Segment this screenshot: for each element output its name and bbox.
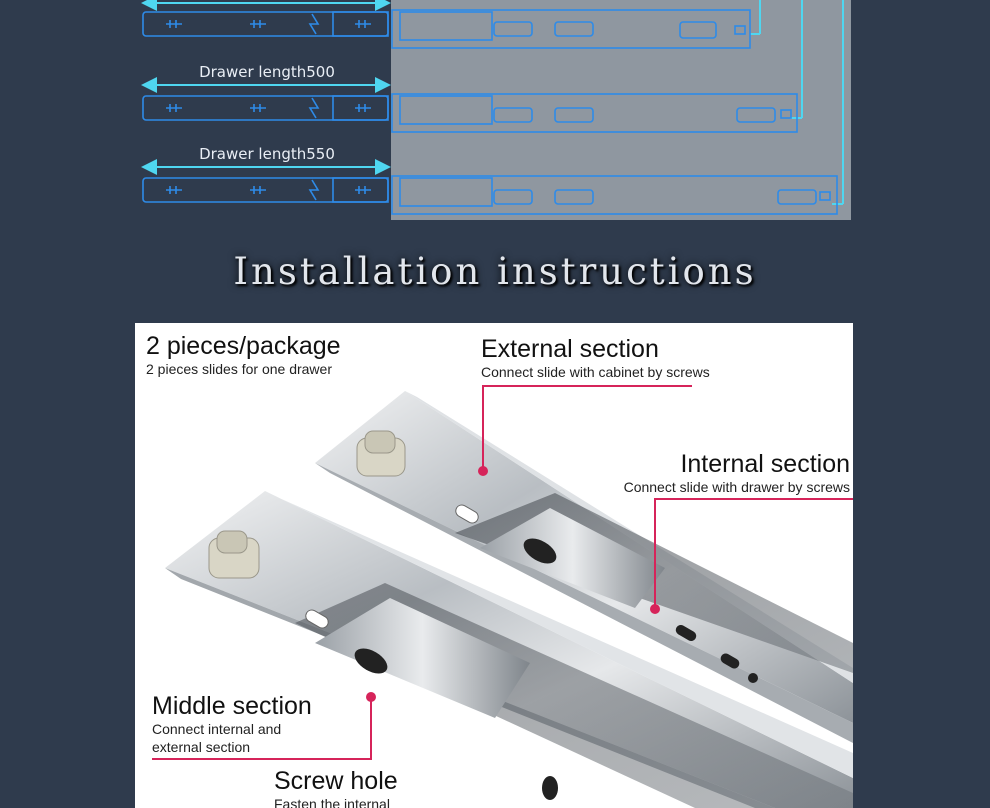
screw-title: Screw hole bbox=[274, 767, 398, 795]
external-title: External section bbox=[481, 335, 659, 363]
pointer-dot-middle bbox=[366, 692, 376, 702]
package-desc: 2 pieces slides for one drawer bbox=[146, 361, 332, 377]
middle-desc-line1: Connect internal and bbox=[152, 721, 282, 737]
end-stopper bbox=[209, 531, 259, 578]
blueprint-diagram bbox=[0, 0, 990, 240]
external-desc: Connect slide with cabinet by screws bbox=[481, 364, 710, 380]
screw-desc: Fasten the internal bbox=[274, 796, 390, 808]
middle-desc-line2: external section bbox=[152, 739, 251, 755]
product-photo bbox=[135, 323, 853, 808]
package-label bbox=[146, 332, 341, 378]
screw-hole-label bbox=[274, 767, 398, 808]
section-heading: Installation instructions bbox=[233, 250, 757, 293]
drawer-length-label-550: Drawer length550 bbox=[199, 145, 335, 163]
package-title: 2 pieces/package bbox=[146, 332, 341, 360]
drawer-length-label-500: Drawer length500 bbox=[199, 63, 335, 81]
middle-section-label bbox=[152, 692, 312, 756]
external-section-label bbox=[481, 335, 710, 381]
internal-title: Internal section bbox=[680, 450, 850, 478]
middle-title: Middle section bbox=[152, 692, 312, 720]
blueprint-svg bbox=[0, 0, 990, 240]
internal-desc: Connect slide with drawer by screws bbox=[623, 479, 850, 495]
pointer-dot-internal bbox=[650, 604, 660, 614]
pointer-dot-external bbox=[478, 466, 488, 476]
internal-section-label bbox=[624, 450, 850, 496]
